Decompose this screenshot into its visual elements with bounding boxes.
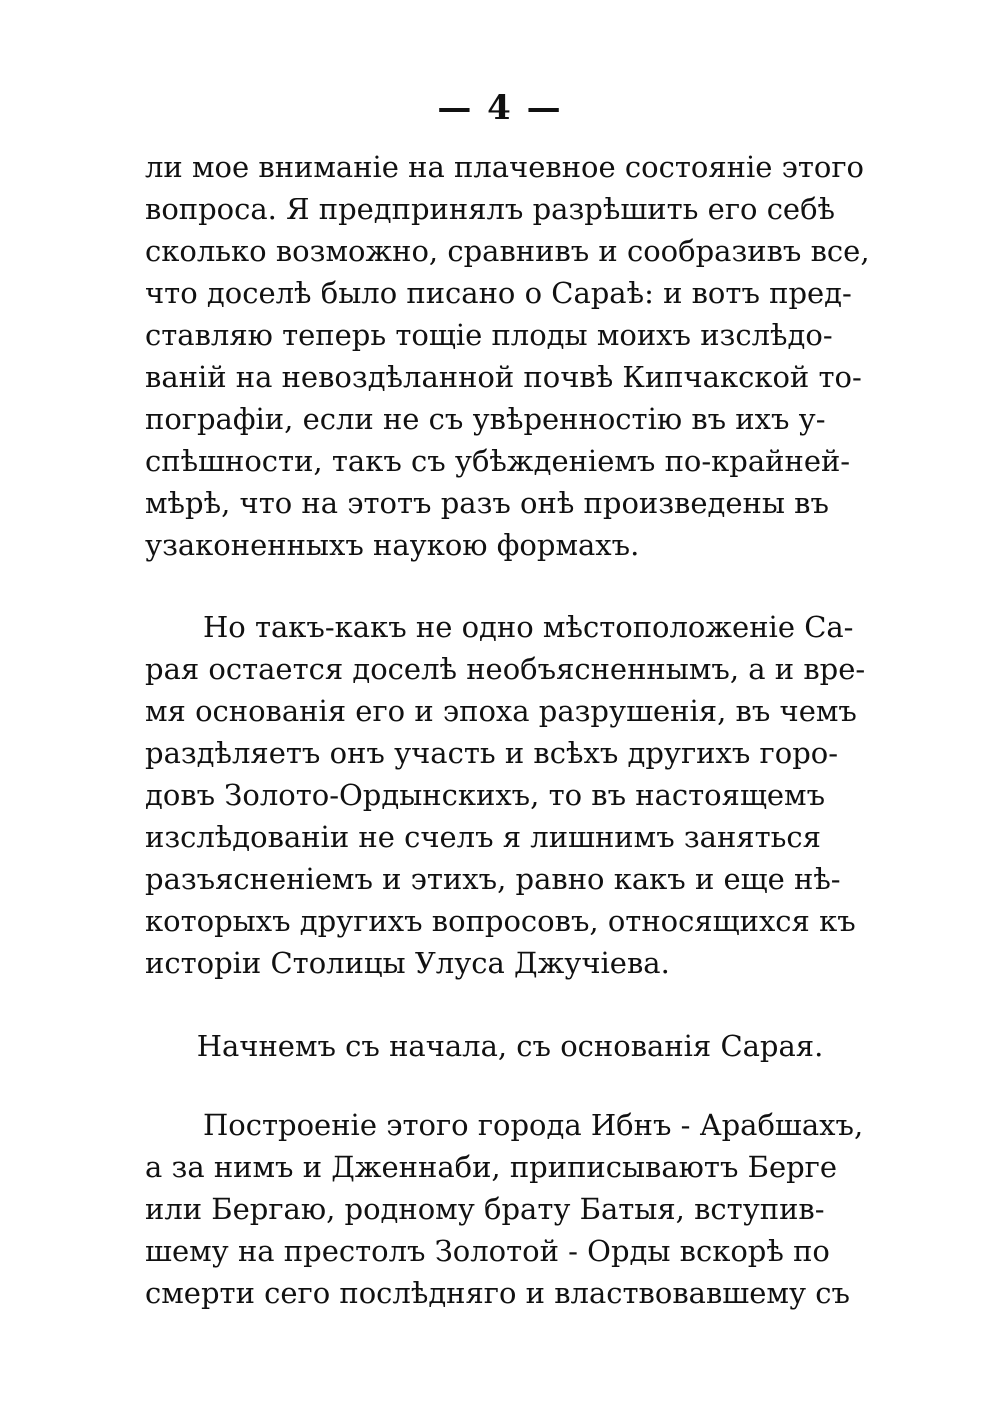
text-line: что доселѣ было писано о Сараѣ: и вотъ пред-: [145, 276, 852, 310]
text-line: которыхъ другихъ вопросовъ, относящихся къ: [145, 904, 856, 938]
text-line: раздѣляетъ онъ участь и всѣхъ другихъ горо-: [145, 736, 839, 770]
text-line: изслѣдованіи не счелъ я лишнимъ заняться: [145, 820, 821, 854]
page-number: — 4 —: [437, 88, 563, 128]
text-line: довъ Золото-Ордынскихъ, то въ настоящемъ: [145, 778, 826, 812]
text-line: разъясненіемъ и этихъ, равно какъ и еще нѣ-: [145, 862, 841, 896]
text-line: а за нимъ и Дженнаби, приписываютъ Берге: [145, 1150, 838, 1184]
text-line: сколько возможно, сравнивъ и сообразивъ все,: [145, 234, 870, 268]
paragraph-1: [145, 146, 870, 566]
text-line: смерти сего послѣдняго и властвовавшему съ: [145, 1276, 850, 1310]
text-line: мя основанія его и эпоха разрушенія, въ чемъ: [145, 694, 857, 728]
text-line: или Бергаю, родному брату Батыя, вступив-: [145, 1192, 825, 1226]
text-line: мѣрѣ, что на этотъ разъ онѣ произведены въ: [145, 486, 829, 520]
text-line: узаконенныхъ наукою формахъ.: [145, 528, 640, 562]
text-line: Но такъ-какъ не одно мѣстоположеніе Са-: [203, 610, 854, 644]
text-line: Построеніе этого города Ибнъ - Арабшахъ,: [203, 1108, 864, 1142]
paragraph-2: [145, 606, 866, 984]
text-line: ли мое вниманіе на плачевное состояніе этого: [145, 150, 865, 184]
text-line: вопроса. Я предпринялъ разрѣшить его себѣ: [145, 192, 836, 226]
text-line: шему на престолъ Золотой - Орды вскорѣ по: [145, 1234, 830, 1268]
text-line: рая остается доселѣ необъясненнымъ, а и вре-: [145, 652, 866, 686]
text-line: ставляю теперь тощіе плоды моихъ изслѣдо-: [145, 318, 833, 352]
text-line: пографіи, если не съ увѣренностію въ ихъ у-: [145, 402, 826, 436]
text-line: ваній на невоздѣланной почвѣ Кипчакской то-: [145, 360, 862, 394]
text-line: спѣшности, такъ съ убѣжденіемъ по-крайней-: [145, 444, 851, 478]
section-heading: Начнемъ съ начала, съ основанія Сарая.: [196, 1029, 824, 1063]
text-line: исторіи Столицы Улуса Джучіева.: [145, 946, 670, 980]
paragraph-3: [145, 1104, 864, 1314]
